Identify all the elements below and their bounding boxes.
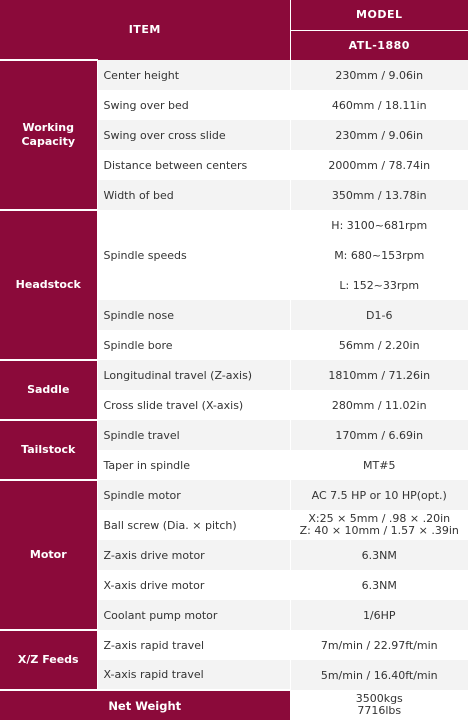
spec-value: 230mm / 9.06in bbox=[290, 60, 468, 90]
spec-value: M: 680~153rpm bbox=[290, 240, 468, 270]
spec-value: 2000mm / 78.74in bbox=[290, 150, 468, 180]
header-item-label: ITEM bbox=[0, 0, 290, 60]
header-model-name: ATL-1880 bbox=[290, 30, 468, 60]
spec-value: 1810mm / 71.26in bbox=[290, 360, 468, 390]
spec-name: Ball screw (Dia. × pitch) bbox=[97, 510, 290, 540]
spec-value: 230mm / 9.06in bbox=[290, 120, 468, 150]
spec-value: 460mm / 18.11in bbox=[290, 90, 468, 120]
spec-value: L: 152~33rpm bbox=[290, 270, 468, 300]
spec-value: 56mm / 2.20in bbox=[290, 330, 468, 360]
category-saddle: Saddle bbox=[0, 360, 97, 420]
table-row bbox=[0, 360, 468, 390]
category-headstock: Headstock bbox=[0, 210, 97, 360]
spec-value: 280mm / 11.02in bbox=[290, 390, 468, 420]
net-weight-label: Net Weight bbox=[0, 690, 290, 720]
spec-name: Width of bed bbox=[97, 180, 290, 210]
category-feeds: X/Z Feeds bbox=[0, 630, 97, 690]
net-weight-lbs: 7716lbs bbox=[357, 704, 402, 717]
spec-name: Swing over bed bbox=[97, 90, 290, 120]
spec-name: Spindle motor bbox=[97, 480, 290, 510]
table-row bbox=[0, 630, 468, 660]
spec-name: Spindle travel bbox=[97, 420, 290, 450]
category-label: Capacity bbox=[21, 135, 75, 148]
spec-name: Distance between centers bbox=[97, 150, 290, 180]
spec-value: 170mm / 6.69in bbox=[290, 420, 468, 450]
spec-value: 1/6HP bbox=[290, 600, 468, 630]
net-weight-kg: 3500kgs bbox=[355, 692, 403, 705]
spec-name: Longitudinal travel (Z-axis) bbox=[97, 360, 290, 390]
category-label: Working bbox=[22, 121, 74, 134]
spec-value: 7m/min / 22.97ft/min bbox=[290, 630, 468, 660]
spec-name: X-axis drive motor bbox=[97, 570, 290, 600]
spec-name: Cross slide travel (X-axis) bbox=[97, 390, 290, 420]
spec-value: D1-6 bbox=[290, 300, 468, 330]
spec-value: MT#5 bbox=[290, 450, 468, 480]
ball-screw-x-value: X:25 × 5mm / .98 × .20in bbox=[308, 512, 451, 525]
spec-name: X-axis rapid travel bbox=[97, 660, 290, 690]
spec-name: Coolant pump motor bbox=[97, 600, 290, 630]
header-model-label: MODEL bbox=[290, 0, 468, 30]
spec-name: Center height bbox=[97, 60, 290, 90]
spec-name: Taper in spindle bbox=[97, 450, 290, 480]
table-row bbox=[0, 210, 468, 240]
category-tailstock: Tailstock bbox=[0, 420, 97, 480]
spec-name: Z-axis rapid travel bbox=[97, 630, 290, 660]
spec-name: Spindle bore bbox=[97, 330, 290, 360]
spec-name: Spindle speeds bbox=[97, 210, 290, 300]
spec-name: Swing over cross slide bbox=[97, 120, 290, 150]
category-motor: Motor bbox=[0, 480, 97, 630]
spec-value: 6.3NM bbox=[290, 540, 468, 570]
spec-value: 6.3NM bbox=[290, 570, 468, 600]
table-row bbox=[0, 420, 468, 450]
spec-name: Spindle nose bbox=[97, 300, 290, 330]
category-working-capacity bbox=[0, 60, 97, 210]
spec-name: Z-axis drive motor bbox=[97, 540, 290, 570]
table-row bbox=[0, 60, 468, 90]
spec-value: 5m/min / 16.40ft/min bbox=[290, 660, 468, 690]
spec-value: H: 3100~681rpm bbox=[290, 210, 468, 240]
spec-value bbox=[290, 510, 468, 540]
table-row bbox=[0, 480, 468, 510]
table-row bbox=[0, 690, 468, 720]
spec-value: AC 7.5 HP or 10 HP(opt.) bbox=[290, 480, 468, 510]
net-weight-value bbox=[290, 690, 468, 720]
ball-screw-z-value: Z: 40 × 10mm / 1.57 × .39in bbox=[299, 524, 459, 537]
spec-value: 350mm / 13.78in bbox=[290, 180, 468, 210]
